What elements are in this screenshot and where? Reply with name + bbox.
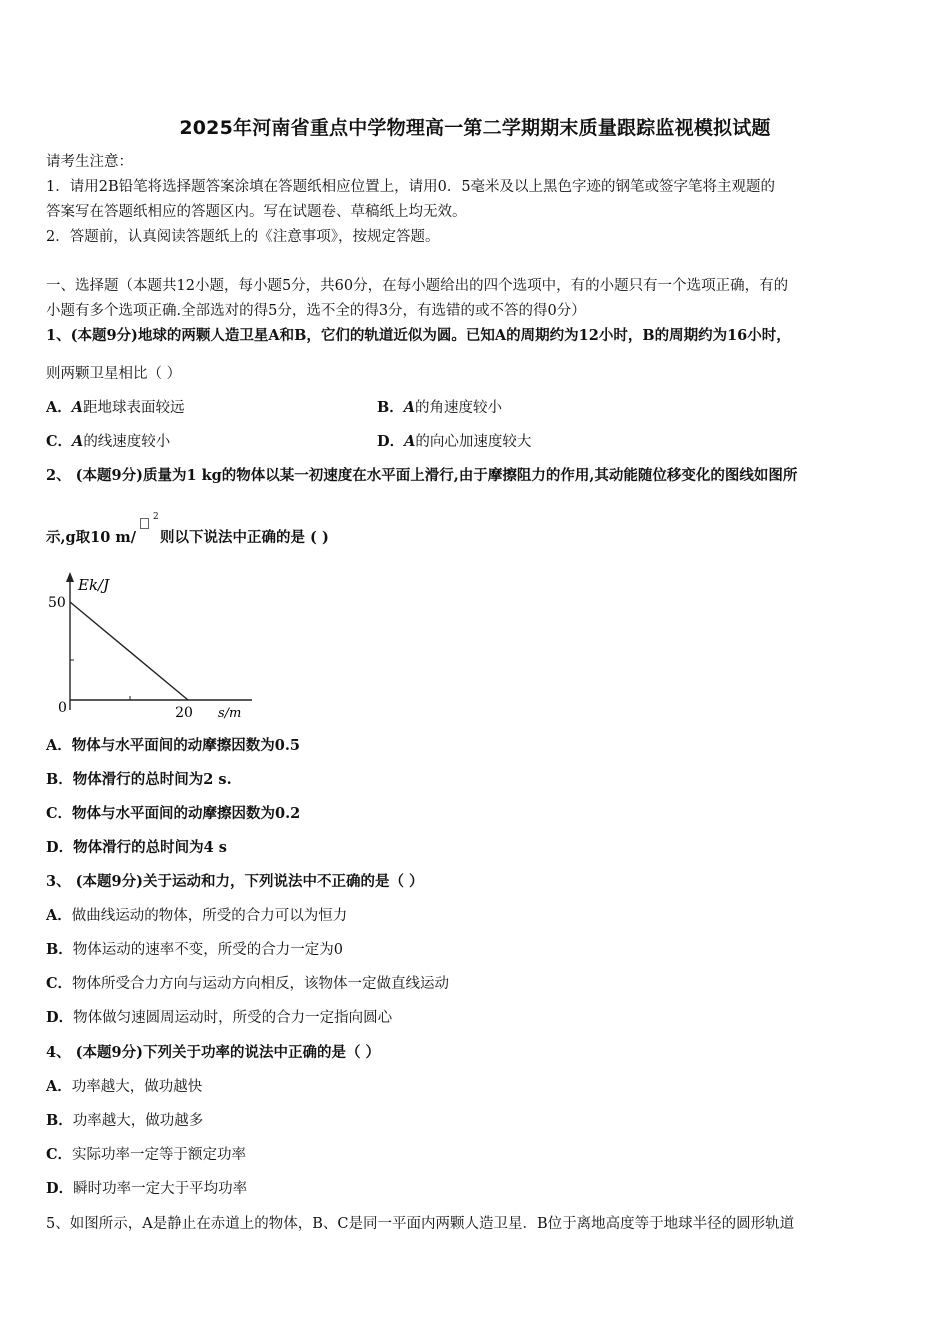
q1-option-d — [377, 432, 531, 452]
option-variable: A — [404, 433, 416, 450]
option-label: A． — [46, 737, 72, 754]
unit-superscript: 2 — [153, 512, 159, 522]
q4-option-d — [46, 1179, 247, 1199]
option-variable: A — [72, 433, 84, 450]
option-text: 距地球表面较远 — [83, 400, 185, 416]
option-text: 功率越大，做功越快 — [71, 1079, 203, 1095]
option-text: 物体运动的速率不变，所受的合力一定为0 — [72, 942, 343, 958]
option-text: 物体与水平面间的动摩擦因数为0.5 — [71, 737, 300, 754]
option-text: 的线速度较小 — [83, 434, 171, 450]
q1-option-c — [46, 432, 170, 452]
option-label: A． — [46, 399, 72, 416]
option-label: C． — [46, 433, 73, 450]
q3-option-b — [46, 940, 343, 960]
option-label: D． — [377, 433, 405, 450]
option-text: 物体滑行的总时间为4 s — [73, 839, 227, 856]
q2-option-c — [46, 804, 300, 824]
option-text: 功率越大，做功越多 — [72, 1113, 204, 1129]
option-label: B． — [46, 941, 73, 958]
option-text: 物体与水平面间的动摩擦因数为0.2 — [72, 805, 301, 822]
option-label: D． — [46, 839, 74, 856]
y-axis-label: Ek/J — [78, 576, 110, 594]
option-label: A． — [46, 907, 72, 924]
notice-heading: 请考生注意： — [46, 154, 133, 170]
q1-option-a — [46, 398, 185, 418]
option-text: 物体所受合力方向与运动方向相反，该物体一定做直线运动 — [72, 976, 450, 992]
option-text: 实际功率一定等于额定功率 — [72, 1147, 247, 1163]
q1-stem-line-2: 则两颗卫星相比（ ） — [46, 366, 182, 382]
q4-option-a — [46, 1077, 202, 1097]
q2-option-d — [46, 838, 227, 858]
option-label: B． — [46, 1112, 73, 1129]
missing-glyph-box-icon — [140, 518, 149, 529]
y-axis-arrow-icon — [66, 572, 74, 582]
notice-item-2: 2．答题前，认真阅读答题纸上的《注意事项》，按规定答题。 — [46, 229, 440, 245]
option-variable: A — [71, 399, 84, 416]
option-label: C． — [46, 805, 73, 822]
option-label: C． — [46, 975, 73, 992]
option-text: 的角速度较小 — [415, 400, 503, 416]
x-axis-label: s/m — [218, 706, 242, 721]
option-text: 物体做匀速圆周运动时，所受的合力一定指向圆心 — [73, 1010, 393, 1026]
option-label: C． — [46, 1146, 73, 1163]
option-text: 物体滑行的总时间为2 s. — [72, 771, 232, 788]
option-label: D． — [46, 1009, 74, 1026]
q2-stem-line-1: 2、 (本题9分)质量为1 kg的物体以某一初速度在水平面上滑行,由于摩擦阻力的作用,其动能随位移变化的图线如图所 — [46, 467, 798, 484]
q3-option-c — [46, 974, 449, 994]
option-text: 瞬时功率一定大于平均功率 — [73, 1181, 248, 1197]
option-label: A． — [46, 1078, 72, 1095]
q3-stem: 3、 (本题9分)关于运动和力，下列说法中不正确的是（ ） — [46, 873, 424, 890]
option-text: 做曲线运动的物体，所受的合力可以为恒力 — [71, 908, 348, 924]
q1-stem-line-1: 1、(本题9分)地球的两颗人造卫星A和B，它们的轨道近似为圆。已知A的周期约为12小时，B的周期约为16小时， — [46, 327, 791, 344]
ek-displacement-chart — [40, 568, 260, 723]
x-tick-label: 20 — [175, 705, 193, 721]
origin-label: 0 — [58, 700, 67, 716]
q2-option-b — [46, 770, 232, 790]
y-tick-label: 50 — [48, 595, 66, 611]
option-label: B． — [46, 771, 73, 788]
q5-stem-line-1: 5、如图所示，A是静止在赤道上的物体，B、C是同一平面内两颗人造卫星．B位于离地高度等于地球半径的圆形轨道 — [46, 1216, 795, 1232]
q4-stem: 4、 (本题9分)下列关于功率的说法中正确的是（ ） — [46, 1044, 380, 1061]
option-variable: A — [403, 399, 416, 416]
section-heading-line-1: 一、选择题（本题共12小题，每小题5分，共60分，在每小题给出的四个选项中，有的小题只有一个选项正确，有的 — [46, 278, 789, 294]
q2-stem-line-2-end: 则以下说法中正确的是 ( ) — [160, 529, 329, 546]
option-label: B． — [377, 399, 404, 416]
option-label: D． — [46, 1180, 74, 1197]
q2-option-a — [46, 736, 300, 756]
q1-option-b — [377, 398, 502, 418]
notice-item-1-line-1: 1．请用2B铅笔将选择题答案涂填在答题纸相应位置上，请用0．5毫米及以上黑色字迹的钢笔或签字笔将主观题的 — [46, 179, 776, 195]
q2-stem-line-2-start: 示,g取10 m/ — [46, 529, 137, 546]
notice-item-1-line-2: 答案写在答题纸相应的答题区内。写在试题卷、草稿纸上均无效。 — [46, 204, 467, 220]
q4-option-c — [46, 1145, 246, 1165]
section-heading-line-2: 小题有多个选项正确.全部选对的得5分，选不全的得3分，有选错的或不答的得0分） — [46, 303, 586, 319]
q4-option-b — [46, 1111, 203, 1131]
data-line — [70, 602, 188, 700]
option-text: 的向心加速度较大 — [415, 434, 532, 450]
page-title: 2025年河南省重点中学物理高一第二学期期末质量跟踪监视模拟试题 — [179, 117, 771, 139]
q3-option-d — [46, 1008, 392, 1028]
q3-option-a — [46, 906, 347, 926]
